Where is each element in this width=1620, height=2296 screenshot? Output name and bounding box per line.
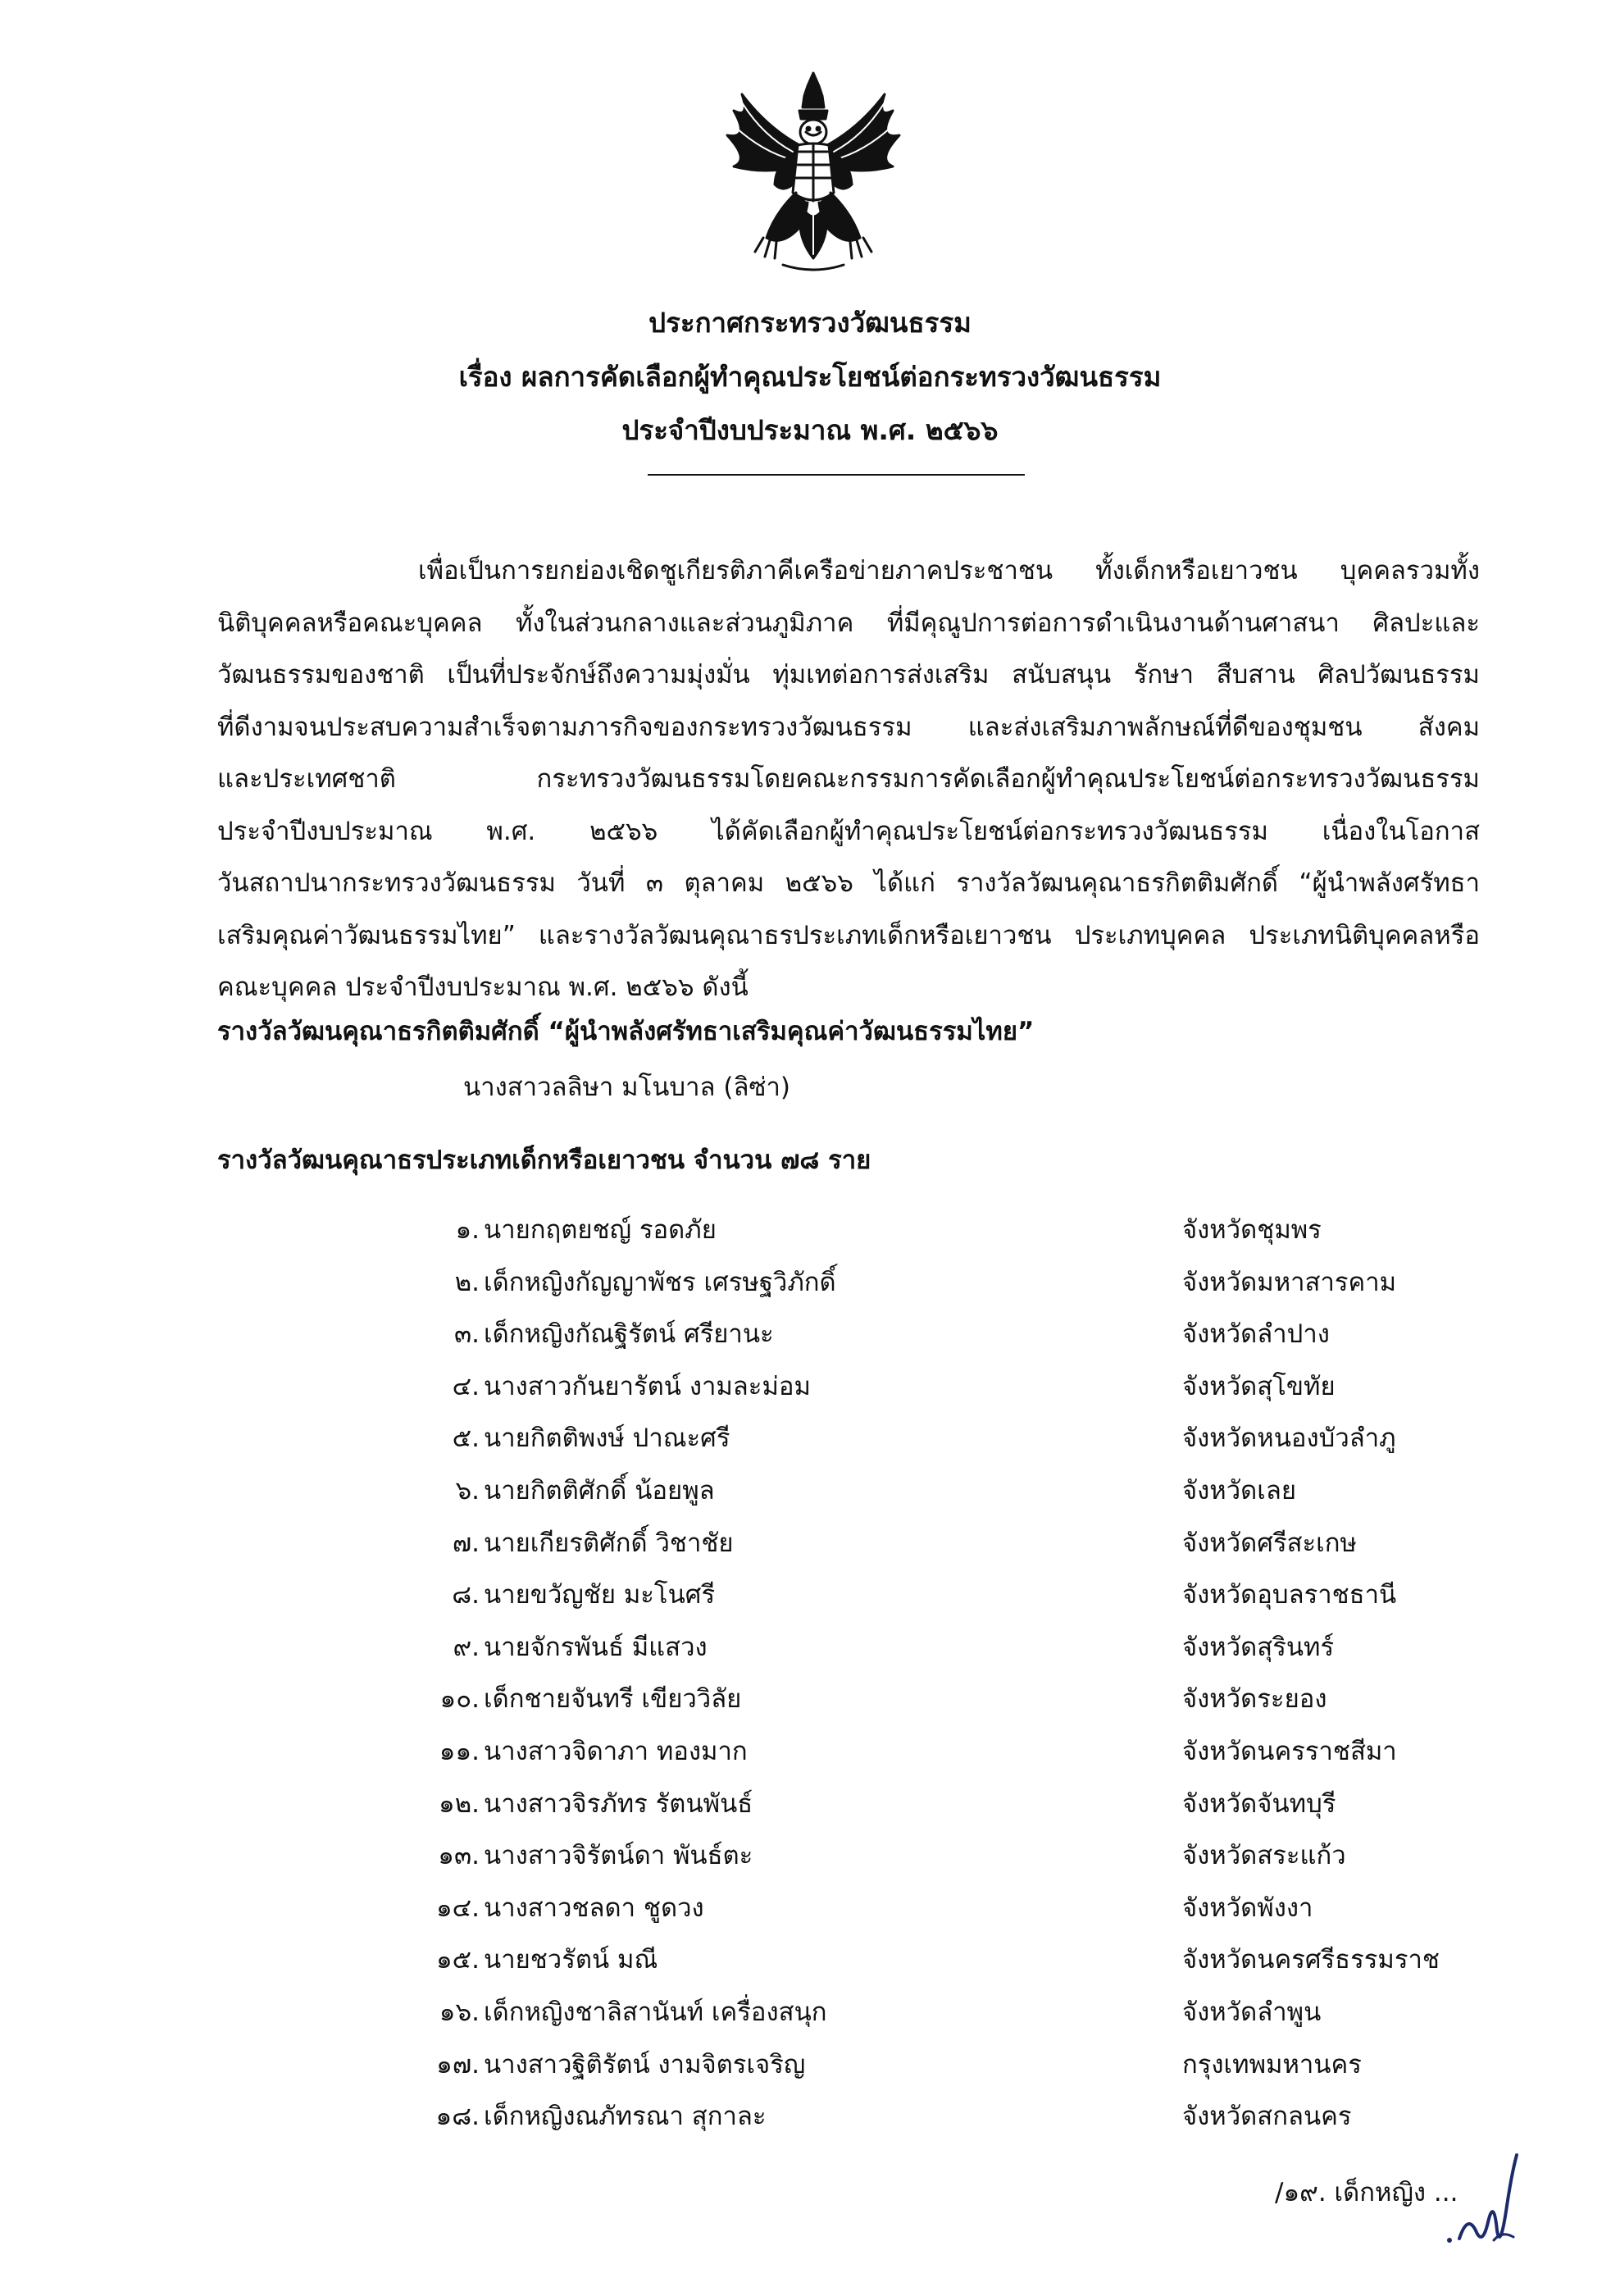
- list-item: [0, 2047, 1620, 2099]
- document-subject: เรื่อง ผลการคัดเลือกผู้ทำคุณประโยชน์ต่อกระทรวงวัฒนธรรม: [458, 361, 1162, 393]
- list-item: [0, 1577, 1620, 1629]
- list-item-name: เด็กหญิงกัญญาพัชร เศรษฐวิภักดิ์: [484, 1267, 836, 1297]
- initials-signature-icon: [1443, 2148, 1533, 2255]
- paragraph-line: ประจำปีงบประมาณ พ.ศ. ๒๕๖๖ ได้คัดเลือกผู้ทำคุณประโยชน์ต่อกระทรวงวัฒนธรรม เนื่องในโอกาส: [217, 816, 1480, 846]
- list-item: [0, 1942, 1620, 1994]
- list-item: [0, 1681, 1620, 1733]
- list-item-number: ๑๖.: [439, 1997, 480, 2027]
- list-item: [0, 1733, 1620, 1786]
- list-item-name: นายกฤตยชญ์ รอดภัย: [484, 1215, 717, 1245]
- list-item-province: จังหวัดนครราชสีมา: [1182, 1736, 1397, 1766]
- list-item-province: กรุงเทพมหานคร: [1182, 2049, 1362, 2080]
- list-item-number: ๒.: [454, 1267, 480, 1297]
- list-item-name: นางสาวชลดา ชูดวง: [484, 1893, 704, 1923]
- list-item-number: ๑๔.: [436, 1893, 480, 1923]
- document-title: ประกาศกระทรวงวัฒนธรรม: [648, 307, 972, 339]
- list-item-number: ๖.: [455, 1475, 480, 1506]
- list-item-province: จังหวัดอุบลราชธานี: [1182, 1580, 1397, 1610]
- list-item-name: นางสาวกันยารัตน์ งามละม่อม: [484, 1371, 811, 1401]
- list-item-name: นายชวรัตน์ มณี: [484, 1945, 658, 1975]
- list-item: [0, 1525, 1620, 1578]
- list-item-number: ๑.: [455, 1215, 480, 1245]
- honorary-award-recipient: นางสาวลลิษา มโนบาล (ลิซ่า): [463, 1073, 791, 1102]
- list-item-name: นายกิตติพงษ์ ปาณะศรี: [484, 1424, 730, 1454]
- list-item-province: จังหวัดลำพูน: [1182, 1997, 1322, 2027]
- list-item: [0, 1420, 1620, 1473]
- list-item-province: จังหวัดสุโขทัย: [1182, 1371, 1336, 1401]
- garuda-emblem-icon: [717, 70, 910, 275]
- paragraph-line: วันสถาปนากระทรวงวัฒนธรรม วันที่ ๓ ตุลาคม ๒๕๖๖ ได้แก่ รางวัลวัฒนคุณาธรกิตติมศักดิ์ “ผู้นำพลังศรัทธา: [217, 868, 1480, 898]
- list-item-province: จังหวัดมหาสารคาม: [1182, 1267, 1397, 1297]
- fiscal-year-line: ประจำปีงบประมาณ พ.ศ. ๒๕๖๖: [621, 414, 999, 446]
- paragraph-line: เพื่อเป็นการยกย่องเชิดชูเกียรติภาคีเครือข่ายภาคประชาชน ทั้งเด็กหรือเยาวชน บุคคลรวมทั้ง: [418, 556, 1480, 585]
- list-item-number: ๑๐.: [439, 1684, 480, 1715]
- title-divider: [648, 474, 1025, 476]
- list-item-province: จังหวัดระยอง: [1182, 1684, 1327, 1715]
- list-item-name: นางสาวฐิติรัตน์ งามจิตรเจริญ: [484, 2049, 806, 2080]
- list-item-number: ๑๓.: [438, 1841, 480, 1871]
- list-item: [0, 1264, 1620, 1317]
- paragraph-line: เสริมคุณค่าวัฒนธรรมไทย” และรางวัลวัฒนคุณาธรประเภทเด็กหรือเยาวชน ประเภทบุคคล ประเภทนิติบุคคลหรือ: [217, 920, 1480, 950]
- list-item-name: เด็กหญิงกัณฐิรัตน์ ศรียานะ: [484, 1319, 774, 1350]
- honorary-award-heading: รางวัลวัฒนคุณาธรกิตติมศักดิ์ “ผู้นำพลังศรัทธาเสริมคุณค่าวัฒนธรรมไทย”: [217, 1017, 1035, 1046]
- list-item-number: ๕.: [452, 1424, 480, 1454]
- list-item: [0, 2098, 1620, 2151]
- list-item-province: จังหวัดลำปาง: [1182, 1319, 1330, 1350]
- list-item-province: จังหวัดสกลนคร: [1182, 2102, 1352, 2132]
- list-item-name: นายขวัญชัย มะโนศรี: [484, 1580, 716, 1610]
- list-item-province: จังหวัดศรีสะเกษ: [1182, 1528, 1357, 1558]
- paragraph-line: ที่ดีงามจนประสบความสำเร็จตามภารกิจของกระทรวงวัฒนธรรม และส่งเสริมภาพลักษณ์ที่ดีของชุมชน สังคม: [217, 712, 1480, 742]
- list-item-number: ๑๒.: [439, 1788, 480, 1819]
- list-item-name: นางสาวจิดาภา ทองมาก: [484, 1736, 748, 1766]
- list-item-number: ๑๕.: [436, 1945, 480, 1975]
- list-item: [0, 1786, 1620, 1838]
- list-item-number: ๙.: [453, 1632, 480, 1662]
- list-item-name: นายกิตติศักดิ์ น้อยพูล: [484, 1475, 715, 1506]
- list-item: [0, 1629, 1620, 1682]
- continuation-note: /๑๙. เด็กหญิง ...: [1275, 2178, 1458, 2207]
- list-item-name: เด็กหญิงณภัทรณา สุกาละ: [484, 2102, 767, 2132]
- list-item-number: ๗.: [452, 1528, 480, 1558]
- youth-award-heading: รางวัลวัฒนคุณาธรประเภทเด็กหรือเยาวชน จำนวน ๗๘ ราย: [217, 1146, 871, 1175]
- list-item-name: นางสาวจิรัตน์ดา พันธ์ตะ: [484, 1841, 753, 1871]
- list-item-number: ๘.: [452, 1580, 480, 1610]
- list-item-province: จังหวัดพังงา: [1182, 1893, 1313, 1923]
- list-item-name: นายจักรพันธ์ มีแสวง: [484, 1632, 708, 1662]
- list-item-name: เด็กชายจันทรี เขียววิลัย: [484, 1684, 742, 1715]
- list-item: [0, 1473, 1620, 1525]
- list-item-province: จังหวัดนครศรีธรรมราช: [1182, 1945, 1440, 1975]
- list-item-number: ๔.: [452, 1371, 480, 1401]
- list-item-province: จังหวัดสระแก้ว: [1182, 1841, 1346, 1871]
- list-item-number: ๑๘.: [435, 2102, 480, 2132]
- list-item-province: จังหวัดหนองบัวลำภู: [1182, 1424, 1396, 1454]
- list-item-name: นางสาวจิรภัทร รัตนพันธ์: [484, 1788, 753, 1819]
- list-item-province: จังหวัดจันทบุรี: [1182, 1788, 1336, 1819]
- paragraph-line: คณะบุคคล ประจำปีงบประมาณ พ.ศ. ๒๕๖๖ ดังนี้: [217, 973, 749, 1002]
- list-item-province: จังหวัดสุรินทร์: [1182, 1632, 1335, 1662]
- list-item: [0, 1212, 1620, 1264]
- list-item-number: ๑๗.: [436, 2049, 480, 2080]
- list-item-province: จังหวัดชุมพร: [1182, 1215, 1322, 1245]
- paragraph-line: วัฒนธรรมของชาติ เป็นที่ประจักษ์ถึงความมุ่งมั่น ทุ่มเทต่อการส่งเสริม สนับสนุน รักษา สืบสาน ศิลปวัฒนธรรม: [217, 660, 1480, 690]
- list-item: [0, 1994, 1620, 2047]
- list-item: [0, 1838, 1620, 1890]
- list-item-name: เด็กหญิงชาลิสานันท์ เครื่องสนุก: [484, 1997, 827, 2027]
- list-item-number: ๑๑.: [439, 1736, 480, 1766]
- list-item-province: จังหวัดเลย: [1182, 1475, 1297, 1506]
- paragraph-line: นิติบุคคลหรือคณะบุคคล ทั้งในส่วนกลางและส่วนภูมิภาค ที่มีคุณูปการต่อการดำเนินงานด้านศาสนา ศิลปะและ: [217, 608, 1480, 638]
- list-item-number: ๓.: [453, 1319, 480, 1350]
- announcement-paragraph: [217, 545, 1480, 1014]
- paragraph-line: และประเทศชาติ กระทรวงวัฒนธรรมโดยคณะกรรมการคัดเลือกผู้ทำคุณประโยชน์ต่อกระทรวงวัฒนธรรม: [217, 764, 1480, 794]
- list-item: [0, 1369, 1620, 1421]
- list-item-name: นายเกียรติศักดิ์ วิชาชัย: [484, 1528, 734, 1558]
- list-item: [0, 1890, 1620, 1943]
- list-item: [0, 1316, 1620, 1369]
- youth-award-list: [0, 1212, 1620, 2151]
